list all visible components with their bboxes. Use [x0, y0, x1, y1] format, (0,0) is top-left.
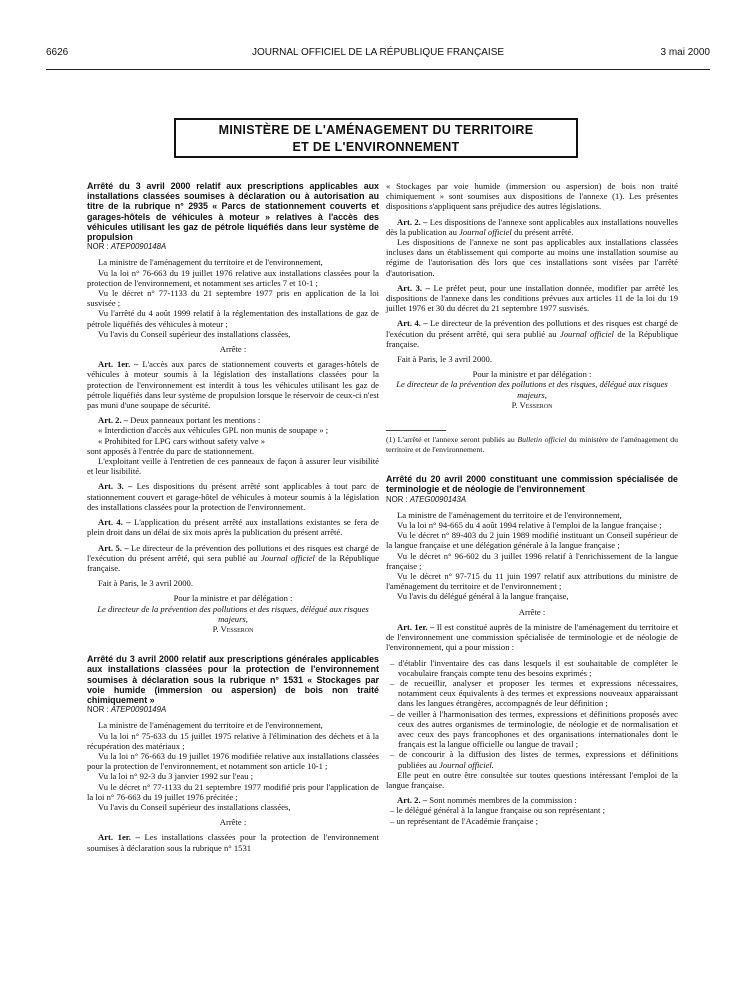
- paragraph: « Stockages par voie humide (immersion ou aspersion) de bois non traité chimiquement » sont soumises aux dispositions de l'annexe (1). Les présentes dispositions s'appliquent sans préjudice des autres législations.: [386, 181, 678, 212]
- list-item: – un représentant de l'Académie française ;: [390, 815, 539, 826]
- ministry-line-2: ET DE L'ENVIRONNEMENT: [292, 140, 460, 154]
- paragraph: Vu le décret n° 96-602 du 3 juillet 1996 relatif à l'enrichissement de la langue française ;: [386, 550, 678, 571]
- paragraph: Vu le décret n° 77-1133 du 21 septembre 1977 modifié pris pour l'application de la loi n° 76-663 du 19 juillet 1976 précitée ;: [87, 781, 379, 802]
- footnote-rule: [386, 430, 446, 431]
- article-2: Art. 2. – Deux panneaux portant les mentions :: [98, 415, 261, 426]
- arrete-heading: Arrête :: [219, 344, 247, 355]
- article-4: Art. 4. – Le directeur de la prévention des pollutions et des risques est chargé de l'exécution du présent arrêté, qui sera publié au Journal officiel de la République française.: [386, 318, 679, 349]
- ministry-heading: [174, 118, 578, 158]
- signature-line: Pour la ministre et par délégation :: [472, 369, 592, 380]
- ministry-line-1: MINISTÈRE DE L'AMÉNAGEMENT DU TERRITOIRE: [218, 123, 534, 137]
- arrete-heading: Arrête :: [219, 817, 247, 828]
- paragraph: Vu la loi n° 76-663 du 19 juillet 1976 relative aux installations classées pour la protection de l'environnement, et notamment ses articles 7 et 10-1 ;: [87, 267, 379, 288]
- list-item: – de concourir à la diffusion des listes de termes, expressions et définitions publiées au Journal officiel.: [390, 749, 678, 770]
- article-4: Art. 4. – L'application du présent arrêté aux installations existantes se fera de plein droit dans un délai de six mois après la publication du présent arrêté.: [87, 517, 379, 538]
- paragraph: Vu le décret n° 77-1133 du 21 septembre 1977 pris en application de la loi susvisée ;: [87, 288, 379, 309]
- paragraph: « Interdiction d'accès aux véhicules GPL non munis de soupape » ;: [98, 425, 329, 436]
- header-rule: [46, 69, 710, 70]
- paragraph: La ministre de l'aménagement du territoire et de l'environnement,: [98, 720, 323, 731]
- paragraph: Vu la loi n° 75-633 du 15 juillet 1975 relative à l'élimination des déchets et à la récupération des matériaux ;: [87, 730, 379, 751]
- paragraph: Vu la loi n° 94-665 du 4 août 1994 relative à l'emploi de la langue française ;: [397, 520, 662, 531]
- paragraph: « Prohibited for LPG cars without safety valve »: [98, 435, 266, 446]
- paragraph: Vu l'avis du Conseil supérieur des installations classées,: [98, 328, 291, 339]
- article-5: Art. 5. – Le directeur de la prévention des pollutions et des risques est chargé de l'exécution du présent arrêté, qui sera publié au Journal officiel de la République française.: [87, 542, 380, 573]
- paragraph: La ministre de l'aménagement du territoire et de l'environnement,: [98, 257, 323, 268]
- decree-1-title: Arrêté du 3 avril 2000 relatif aux prescriptions applicables aux installations classées soumises à déclaration ou à autorisation au titre de la rubrique n° 2935 « Parcs de stationnement couverts et garages-hôtels de véhicules à moteur » relatives à l'accès des véhicules utilisant les gaz de pétrole liquéfiés dans leur système de propulsion: [87, 181, 379, 243]
- issue-date: 3 mai 2000: [660, 47, 710, 58]
- page-number: 6626: [46, 47, 69, 58]
- paragraph: L'exploitant veille à l'entretien de ces panneaux de façon à assurer leur visibilité et leur lisibilité.: [87, 456, 379, 477]
- right-column: [386, 181, 678, 826]
- signature-line: Pour la ministre et par délégation :: [173, 593, 293, 604]
- signatory-title: Le directeur de la prévention des pollutions et des risques, délégué aux risques majeurs,: [396, 379, 668, 400]
- paragraph: Elle peut en outre être consultée sur toutes questions intéressant l'emploi de la langue française.: [386, 769, 678, 790]
- paragraph: Vu la loi n° 76-663 du 19 juillet 1976 modifiée relative aux installations classées pour la protection de l'environnement, et notamment son article 10-1 ;: [87, 750, 379, 772]
- article-1: Art. 1er. – L'accès aux parcs de stationnement couverts et garages-hôtels de véhicules à moteur soumis à la législation des installations classées pour la protection de l'environnement est interdit à tous les véhicules utilisant les gaz de pétrole liquéfiés dans leur système de propulsion lorsque le réservoir de ceux-ci n'est pas muni d'une soupape de sécurité.: [87, 359, 379, 411]
- left-column: [87, 181, 379, 853]
- paragraph: Vu l'avis du délégué général à la langue française,: [397, 591, 569, 602]
- article-2: Art. 2. – Les dispositions de l'annexe sont applicables aux installations nouvelles dès la publication au Journal officiel du présent arrêté.: [386, 216, 679, 237]
- paragraph: Vu l'avis du Conseil supérieur des installations classées,: [98, 801, 291, 812]
- article-2: Art. 2. – Sont nommés membres de la commission :: [397, 795, 577, 806]
- signatory-name: P. Vesseron: [511, 399, 553, 410]
- signing-date: Fait à Paris, le 3 avril 2000.: [397, 354, 492, 365]
- decree-3-nor: NOR : ATEG0090143A: [386, 494, 467, 504]
- list-item: – de veiller à l'harmonisation des termes, expressions et définitions proposés avec ceux des autres organismes de terminologie, de néologie et de normalisation et avec ceux des pays francophones et des organisations internationales dont le français est la langue officielle ou langue de travail ;: [390, 708, 678, 750]
- paragraph: Vu l'arrêté du 4 août 1999 relatif à la réglementation des installations de gaz de pétrole liquéfiés des véhicules à moteur ;: [87, 308, 379, 329]
- article-1: Art. 1er. – Il est constitué auprès de la ministre de l'aménagement du territoire et de l'environnement une commission spécialisée de terminologie et de néologie de l'environnement, qui a pour mission :: [386, 621, 678, 653]
- decree-3-title: Arrêté du 20 avril 2000 constituant une commission spécialisée de terminologie et de néologie de l'environnement: [386, 474, 678, 495]
- paragraph: sont apposés à l'entrée du parc de stationnement.: [87, 445, 255, 456]
- decree-2-nor: NOR : ATEP0090149A: [87, 705, 167, 715]
- list-item: – de recueillir, analyser et proposer les termes et expressions nécessaires, notamment ceux équivalents à des termes et expressions nouveaux apparaissant dans les langues étrangères, accompagnés de leur définition ;: [390, 677, 678, 709]
- signatory-name: P. Vesseron: [212, 623, 254, 634]
- paragraph: Vu le décret n° 97-715 du 11 juin 1997 relatif aux attributions du ministre de l'aménagement du territoire et de l'environnement ;: [386, 571, 678, 592]
- list-item: – le délégué général à la langue française ou son représentant ;: [390, 805, 605, 816]
- article-3: Art. 3. – Les dispositions du présent arrêté sont applicables à tout parc de stationnement couvert et garage-hôtel de véhicules à moteur soumis à la législation des installations classées pour la protection de l'environnement.: [87, 481, 379, 512]
- decree-2-title: Arrêté du 3 avril 2000 relatif aux prescriptions générales applicables aux installations classées pour la protection de l'environnement soumises à déclaration sous la rubrique n° 1531 « Stockages par voie humide (immersion ou aspersion) de bois non traité chimiquement »: [87, 654, 379, 705]
- article-3: Art. 3. – Le préfet peut, pour une installation donnée, modifier par arrêté les dispositions de l'annexe dans les conditions prévues aux articles 11 de la loi du 19 juillet 1976 et 30 du décret du 21 septembre 1977 susvisés.: [386, 282, 678, 314]
- footnote: (1) L'arrêté et l'annexe seront publiés au Bulletin officiel du ministère de l'aménagement du territoire et de l'environnement.: [386, 435, 678, 454]
- paragraph: Vu la loi n° 92-3 du 3 janvier 1992 sur l'eau ;: [98, 771, 254, 782]
- journal-title: JOURNAL OFFICIEL DE LA RÉPUBLIQUE FRANÇAISE: [251, 47, 505, 58]
- arrete-heading: Arrête :: [518, 606, 546, 617]
- list-item: – d'établir l'inventaire des cas dans lesquels il est souhaitable de compléter le vocabulaire français compte tenu des besoins exprimés ;: [390, 657, 678, 678]
- paragraph: Vu le décret n° 89-403 du 2 juin 1989 modifié instituant un Conseil supérieur de la langue française et une délégation générale à la langue française ;: [386, 530, 678, 551]
- paragraph: Les dispositions de l'annexe ne sont pas applicables aux installations classées incluses dans un établissement qui comporte au moins une installation soumise au régime de l'autorisation dès lors que ces installations sont visées par l'arrêté d'autorisation.: [386, 237, 678, 278]
- signatory-title: Le directeur de la prévention des pollutions et des risques, délégué aux risques majeurs,: [97, 603, 369, 624]
- signing-date: Fait à Paris, le 3 avril 2000.: [98, 578, 193, 589]
- decree-1-nor: NOR : ATEP0090148A: [87, 242, 167, 252]
- page-header: [46, 47, 710, 63]
- paragraph: La ministre de l'aménagement du territoire et de l'environnement,: [397, 509, 622, 520]
- article-1: Art. 1er. – Les installations classées pour la protection de l'environnement soumises à déclaration sous la rubrique n° 1531: [87, 832, 379, 853]
